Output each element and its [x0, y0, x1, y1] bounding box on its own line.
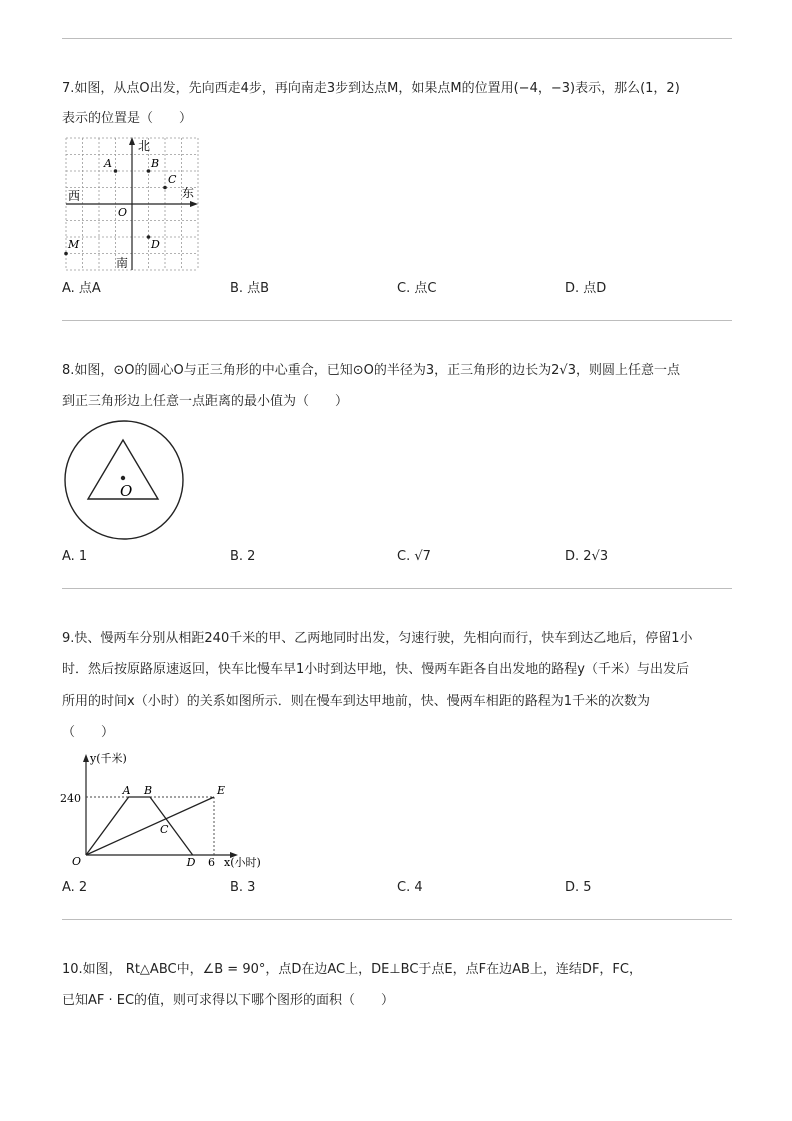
q7-west-label: 西: [68, 189, 81, 203]
q7-label-m: M: [68, 238, 80, 251]
q7-north-label: 北: [138, 139, 151, 153]
q9-x-label: x(小时): [224, 856, 261, 869]
q8-stem-line2: 到正三角形边上任意一点距离的最小值为（ ）: [62, 394, 349, 409]
q9-option-d[interactable]: D. 5: [565, 880, 592, 895]
q9-x-tick-6: 6: [208, 856, 215, 869]
divider-q10: [62, 919, 732, 920]
q7-point-b: [147, 169, 151, 173]
q8-option-d[interactable]: D. 2√3: [565, 549, 609, 564]
q7-label-d: D: [151, 238, 160, 251]
q7-point-c: [163, 186, 167, 190]
q9-stem-line3: 所用的时间x（小时）的关系如图所示．则在慢车到达甲地前，快、慢两车相距的路程为1千米的次数为: [62, 694, 650, 709]
q8-circle-figure: [62, 418, 186, 542]
q8-center-point: [121, 476, 125, 480]
q9-stem-line2: 时．然后按原路原速返回，快车比慢车早1小时到达甲地，快、慢两车距各自出发地的路程y（千米）与出发后: [62, 662, 689, 677]
q9-point-label-e: E: [217, 784, 226, 797]
q9-point-label-b: B: [144, 784, 153, 797]
q7-label-a: A: [104, 157, 112, 170]
q9-point-label-c: C: [160, 822, 169, 836]
divider-q9: [62, 588, 732, 589]
q10-stem-line2: 已知AF · EC的值，则可求得以下哪个图形的面积（ ）: [62, 993, 395, 1008]
q8-center-label: O: [120, 482, 133, 500]
q7-stem-line2: 表示的位置是（ ）: [62, 111, 193, 126]
q7-option-b[interactable]: B. 点B: [230, 281, 270, 296]
q7-point-d: [147, 235, 151, 239]
q7-point-a: [114, 169, 118, 173]
q9-option-b[interactable]: B. 3: [230, 880, 256, 895]
q9-point-label-d: D: [186, 856, 196, 869]
q9-y-label: y(千米): [90, 752, 127, 765]
q9-y-tick-240: 240: [60, 792, 81, 805]
q9-distance-time-chart: [56, 748, 276, 872]
q9-option-a[interactable]: A. 2: [62, 880, 88, 895]
q9-origin-label: O: [72, 855, 82, 868]
q9-option-c[interactable]: C. 4: [397, 880, 423, 895]
q9-series-1-line: [86, 797, 193, 855]
q8-option-a[interactable]: A. 1: [62, 549, 88, 564]
q7-south-label: 南: [116, 256, 129, 270]
q7-point-m: [64, 252, 68, 256]
q10-stem-line1: 10.如图， Rt△ABC中，∠B = 90°，点D在边AC上，DE⊥BC于点E，点F在边AB上，连结DF，FC，: [62, 962, 642, 977]
q9-stem-line1: 9.快、慢两车分别从相距240千米的甲、乙两地同时出发，匀速行驶，先相向而行，快车到达乙地后，停留1小: [62, 631, 693, 646]
q7-option-d[interactable]: D. 点D: [565, 281, 607, 296]
q8-option-c[interactable]: C. √7: [397, 549, 431, 564]
q7-label-o: O: [118, 206, 128, 219]
q9-stem-line4: （ ）: [62, 725, 115, 740]
q7-option-c[interactable]: C. 点C: [397, 281, 437, 296]
q8-option-b[interactable]: B. 2: [230, 549, 256, 564]
q8-stem-line1: 8.如图，⊙O的圆心O与正三角形的中心重合，已知⊙O的半径为3，正三角形的边长为2√3，则圆上任意一点: [62, 363, 680, 378]
q7-east-label: 东: [182, 186, 195, 200]
q7-grid-figure: [62, 134, 202, 274]
divider-q8: [62, 320, 732, 321]
q7-option-a[interactable]: A. 点A: [62, 281, 101, 296]
q8-circle: [65, 421, 183, 539]
divider-top: [62, 38, 732, 39]
q7-label-b: B: [151, 157, 160, 170]
q9-point-label-a: A: [122, 784, 131, 797]
q7-stem-line1: 7.如图，从点O出发，先向西走4步，再向南走3步到达点M，如果点M的位置用(−4，−3)表示，那么(1，2): [62, 81, 680, 96]
q7-label-c: C: [168, 173, 177, 186]
q9-series-2-line: [86, 797, 214, 855]
